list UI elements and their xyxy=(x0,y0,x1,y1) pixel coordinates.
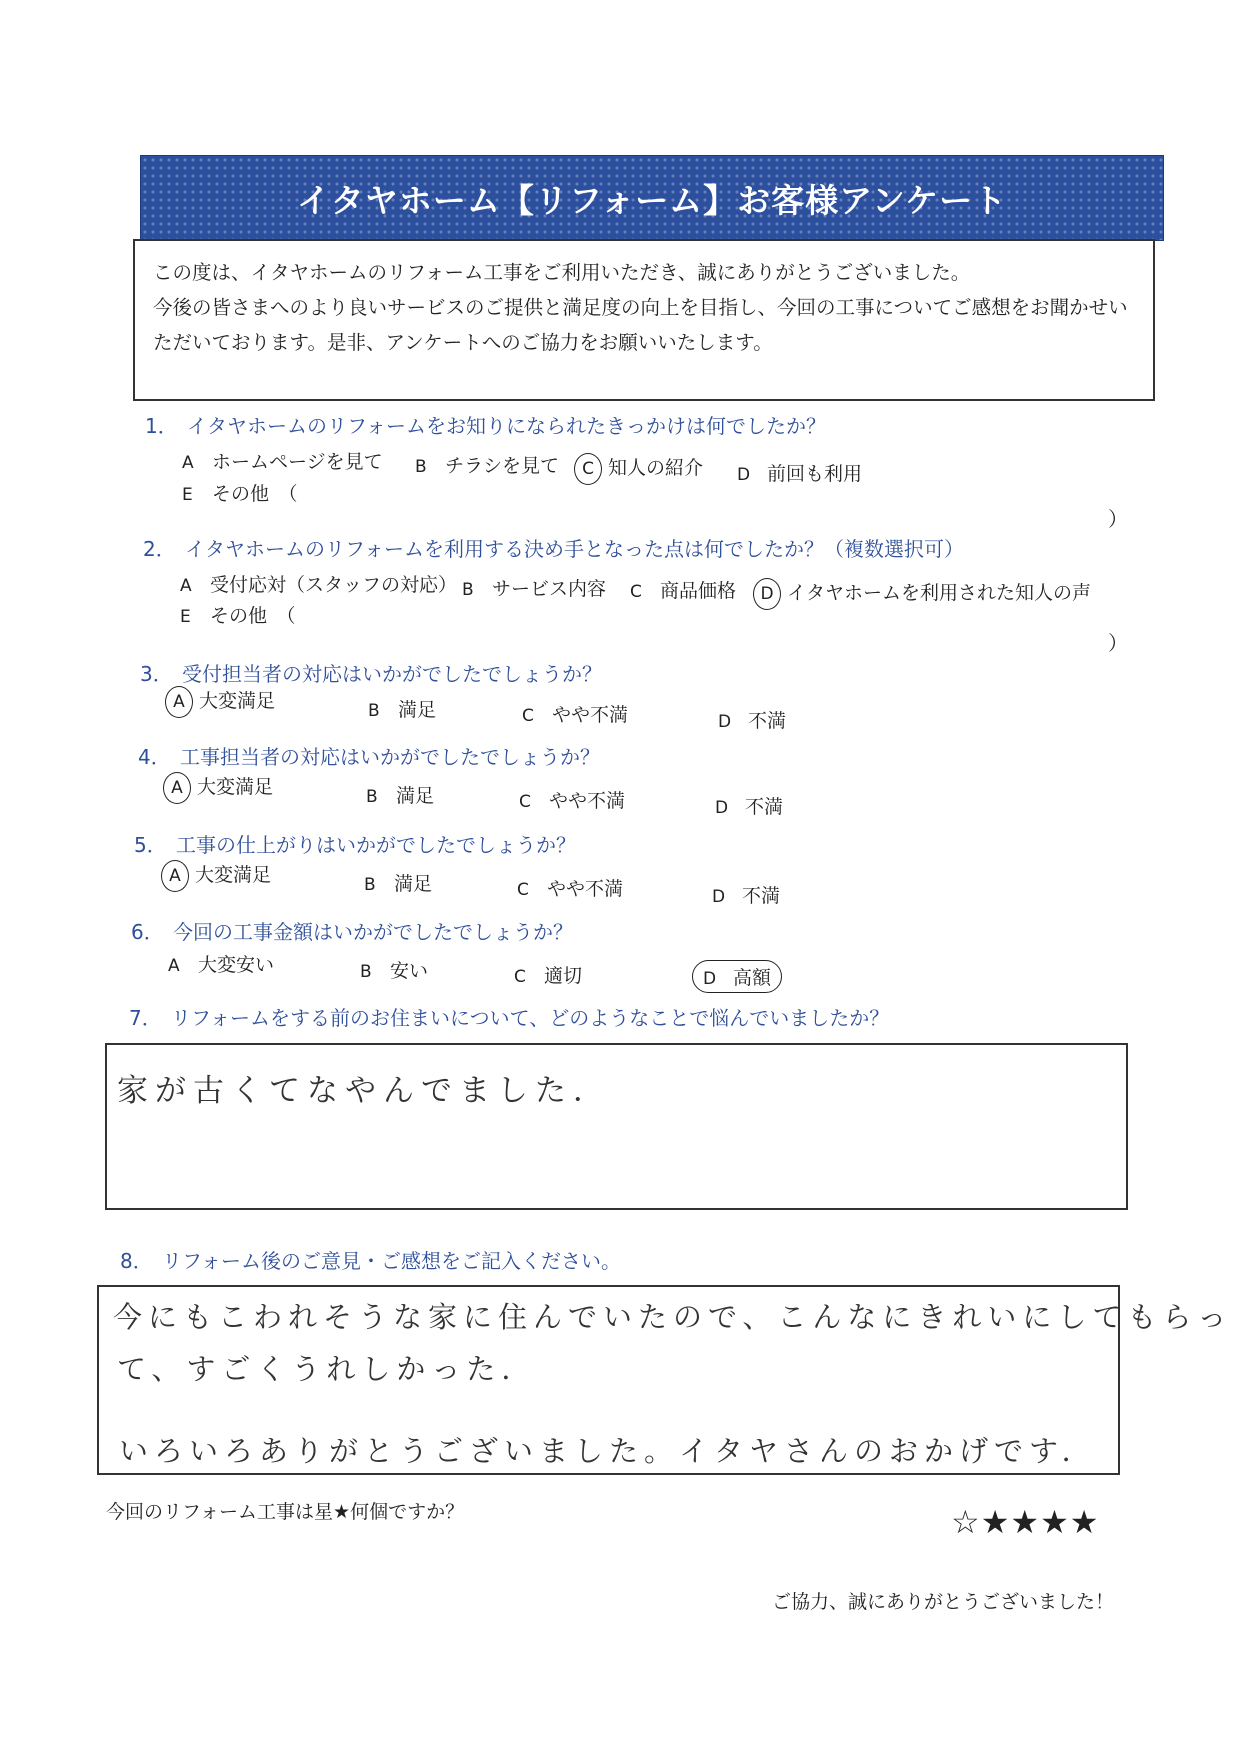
selected-oval-mark: D 高額 xyxy=(692,960,782,993)
question-6 xyxy=(131,916,573,945)
question-4-number: 4． xyxy=(138,745,171,769)
q4-option-c[interactable]: C やや不満 xyxy=(519,790,626,812)
question-2-number: 2． xyxy=(143,537,176,561)
q4-option-d[interactable]: D 不満 xyxy=(715,796,784,818)
q8-handwritten-line-2: て、すごくうれしかった． xyxy=(117,1352,537,1386)
question-1 xyxy=(145,410,826,439)
question-3-text: 受付担当者の対応はいかがでしたでしょうか？ xyxy=(182,662,602,686)
question-6-number: 6． xyxy=(131,920,164,944)
q5-option-b[interactable]: B 満足 xyxy=(364,873,433,895)
question-5 xyxy=(134,829,576,858)
q2-option-d-selected[interactable]: D イタヤホームを利用された知人の声 xyxy=(753,578,1091,610)
q1-option-b[interactable]: B チラシを見て xyxy=(415,455,560,477)
q6-option-c[interactable]: C 適切 xyxy=(514,965,583,987)
question-1-number: 1． xyxy=(145,414,178,438)
q3-option-b[interactable]: B 満足 xyxy=(368,699,437,721)
question-3-number: 3． xyxy=(140,662,173,686)
survey-title: イタヤホーム【リフォーム】お客様アンケート xyxy=(296,180,1008,220)
q8-answer-box[interactable] xyxy=(97,1285,1233,1475)
question-2-text: イタヤホームのリフォームを利用する決め手となった点は何でしたか？（複数選択可） xyxy=(185,537,964,561)
q3-option-c[interactable]: C やや不満 xyxy=(522,704,629,726)
selected-circle-mark: D xyxy=(753,578,781,610)
question-8-text: リフォーム後のご意見・ご感想をご記入ください。 xyxy=(162,1249,621,1273)
q5-option-d[interactable]: D 不満 xyxy=(712,885,781,907)
star-rating-icons[interactable]: ☆★★★★ xyxy=(951,1503,1100,1541)
question-5-text: 工事の仕上がりはいかがでしたでしょうか？ xyxy=(176,833,576,857)
question-4 xyxy=(138,741,600,770)
q2-closing-paren: ） xyxy=(1108,631,1128,655)
question-8 xyxy=(120,1245,621,1274)
q6-option-a[interactable]: A 大変安い xyxy=(168,954,275,976)
question-4-text: 工事担当者の対応はいかがでしたでしょうか？ xyxy=(180,745,600,769)
selected-circle-mark: A xyxy=(165,686,193,718)
q7-handwritten-answer: 家が古くてなやんでました． xyxy=(117,1073,611,1109)
selected-circle-mark: A xyxy=(163,772,191,804)
question-7-number: 7． xyxy=(129,1006,162,1030)
q8-handwritten-line-1: 今にもこわれそうな家に住んでいたので、こんなにきれいにしてもらっ xyxy=(113,1300,1233,1334)
q2-option-b[interactable]: B サービス内容 xyxy=(462,578,607,600)
question-3 xyxy=(140,658,602,687)
q1-option-c-selected[interactable]: C 知人の紹介 xyxy=(574,453,703,485)
question-7 xyxy=(129,1002,889,1031)
q8-handwritten-line-3: いろいろありがとうございました。イタヤさんのおかげです． xyxy=(119,1434,1097,1468)
q4-option-b[interactable]: B 満足 xyxy=(366,785,435,807)
question-1-text: イタヤホームのリフォームをお知りになられたきっかけは何でしたか？ xyxy=(187,414,826,438)
q1-option-d[interactable]: D 前回も利用 xyxy=(737,463,863,485)
q6-option-b[interactable]: B 安い xyxy=(360,960,429,982)
q7-answer-box[interactable] xyxy=(105,1043,1128,1210)
question-8-number: 8． xyxy=(120,1249,153,1273)
question-2 xyxy=(143,533,964,562)
q5-option-c[interactable]: C やや不満 xyxy=(517,878,624,900)
q2-option-e[interactable]: E その他 （ xyxy=(180,605,296,627)
intro-line-2: 今後の皆さまへのより良いサービスのご提供と満足度の向上を目指し、今回の工事についてご感想をお聞かせい xyxy=(153,296,1128,319)
question-6-text: 今回の工事金額はいかがでしたでしょうか？ xyxy=(173,920,573,944)
q3-option-d[interactable]: D 不満 xyxy=(718,710,787,732)
intro-line-1: この度は、イタヤホームのリフォーム工事をご利用いただき、誠にありがとうございました。 xyxy=(153,261,971,284)
intro-box xyxy=(133,239,1155,401)
intro-line-3: ただいております。是非、アンケートへのご協力をお願いいたします。 xyxy=(153,331,773,354)
closing-thanks: ご協力、誠にありがとうございました！ xyxy=(772,1591,1115,1613)
survey-title-banner xyxy=(140,155,1164,241)
star-rating-question: 今回のリフォーム工事は星★何個ですか？ xyxy=(106,1501,465,1523)
question-7-text: リフォームをする前のお住まいについて、どのようなことで悩んでいましたか？ xyxy=(171,1006,890,1030)
q4-option-a-selected[interactable]: A 大変満足 xyxy=(163,772,273,804)
selected-circle-mark: C xyxy=(574,453,602,485)
q1-closing-paren: ） xyxy=(1108,507,1128,531)
q6-option-d-selected[interactable] xyxy=(692,960,782,993)
question-5-number: 5． xyxy=(134,833,167,857)
selected-circle-mark: A xyxy=(161,860,189,892)
q3-option-a-selected[interactable]: A 大変満足 xyxy=(165,686,275,718)
q5-option-a-selected[interactable]: A 大変満足 xyxy=(161,860,271,892)
q2-option-c[interactable]: C 商品価格 xyxy=(630,580,737,602)
q2-option-a[interactable]: A 受付応対（スタッフの対応） xyxy=(180,574,458,596)
q1-option-e[interactable]: E その他 （ xyxy=(182,483,298,505)
q1-option-a[interactable]: A ホームページを見て xyxy=(182,451,383,473)
